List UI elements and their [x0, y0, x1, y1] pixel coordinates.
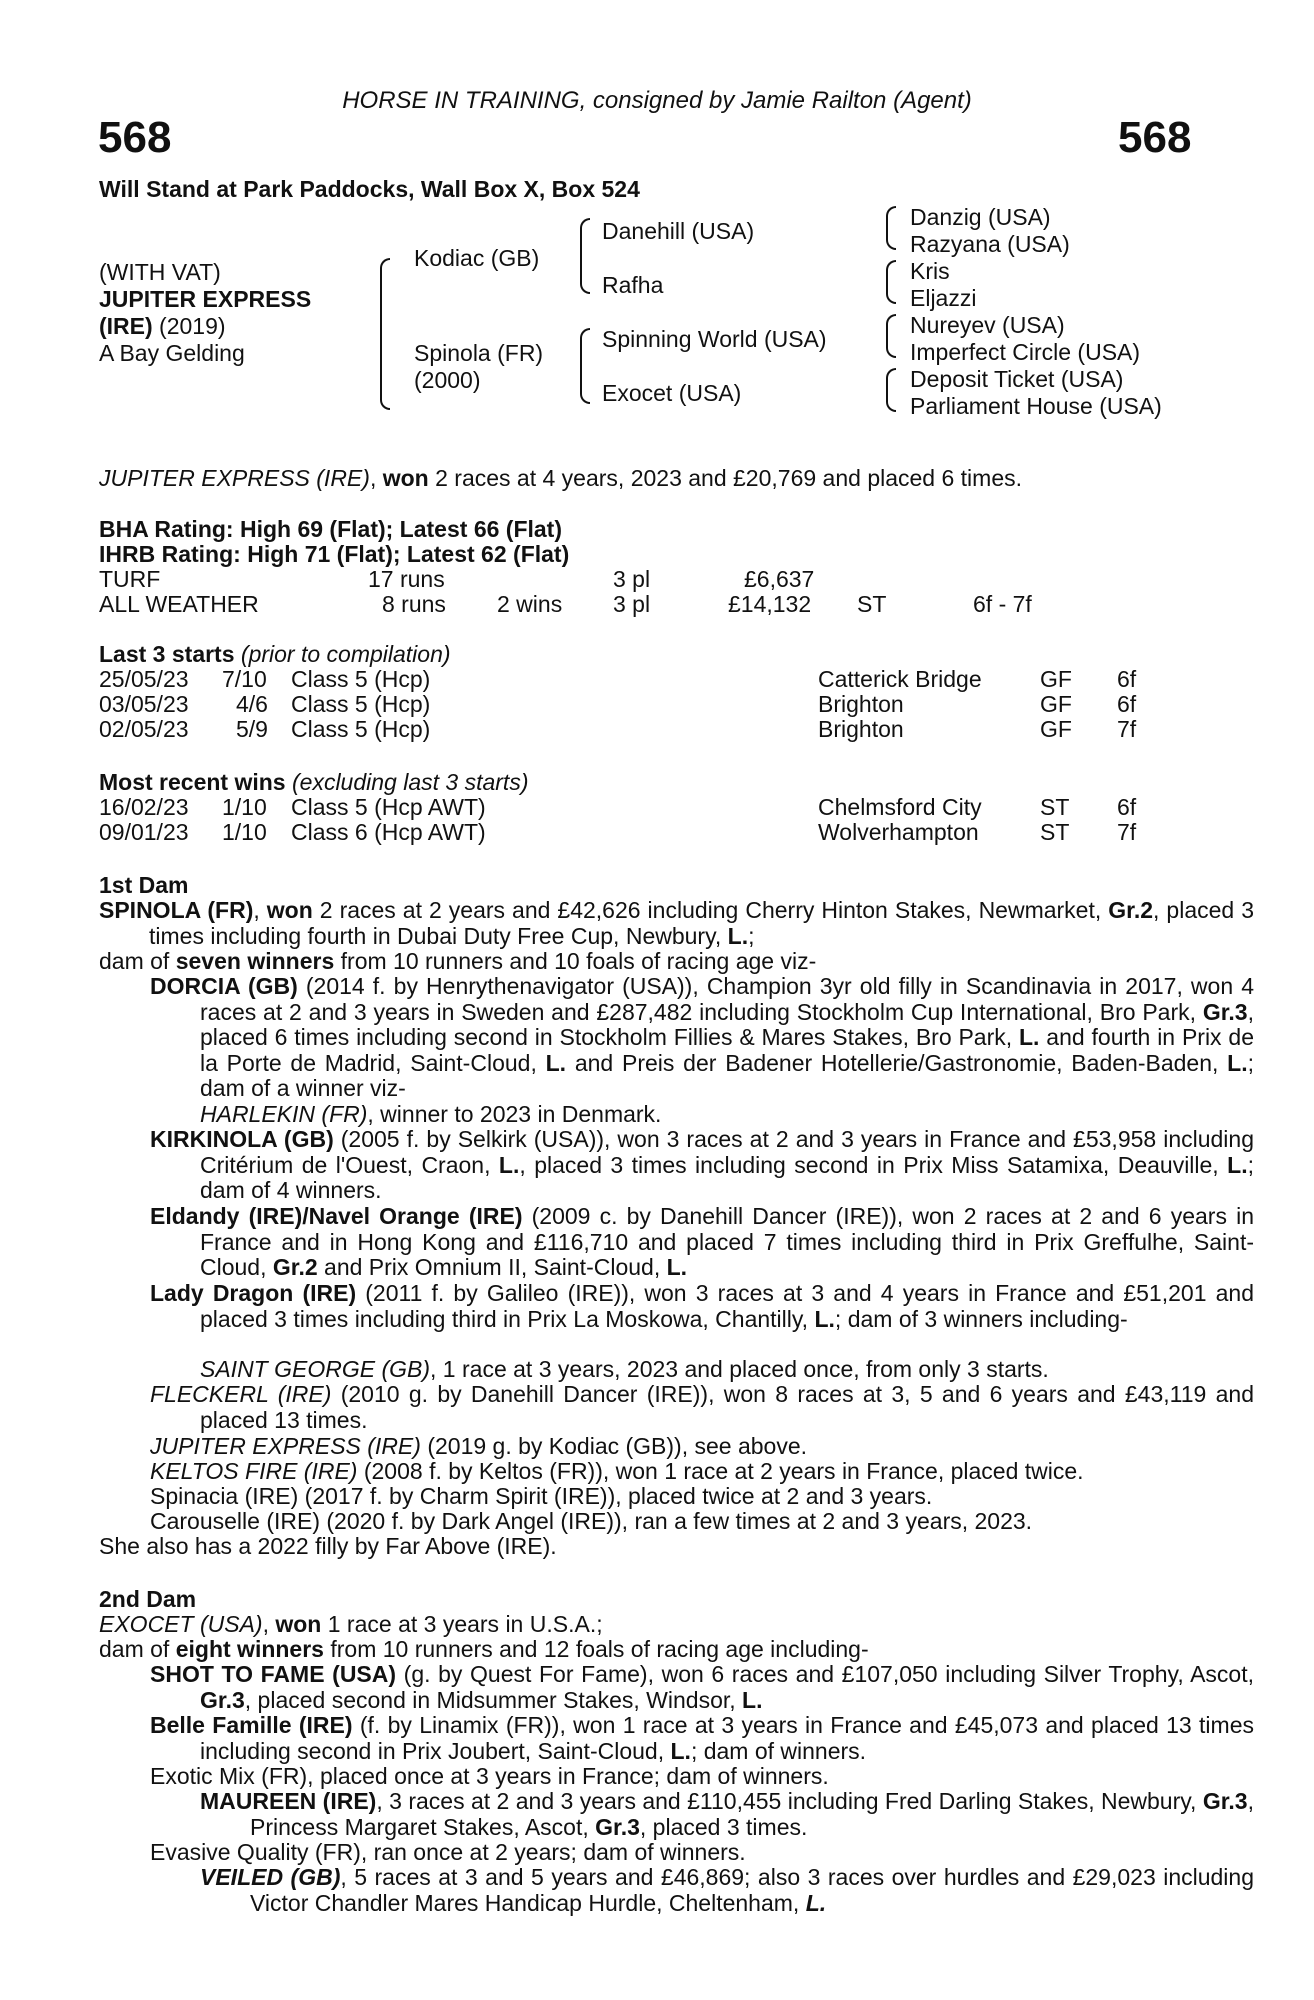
pedigree-sd: Rafha [602, 272, 664, 298]
text: (2011 f. by Galileo (IRE)), won 3 races at 3 and 4 years in France and £51,201 and placed 3 times including third in Prix La Moskowa, Chantilly, [200, 1280, 1254, 1332]
start-race: Class 5 (Hcp) [291, 691, 431, 717]
start-position: 5/9 [236, 716, 268, 742]
horse-name: JUPITER EXPRESS [99, 286, 312, 312]
text: (2008 f. by Keltos (FR)), won 1 race at 2 years in France, placed twice. [357, 1458, 1084, 1484]
text: and Prix Omnium II, Saint-Cloud, [317, 1254, 667, 1281]
produce-name: SHOT TO FAME (USA) [150, 1661, 397, 1687]
dam-spinola [99, 898, 1254, 949]
record-wins: 2 wins [497, 591, 563, 617]
bha-rating: BHA Rating: High 69 (Flat); Latest 66 (Flat) [99, 516, 562, 542]
win-position: 1/10 [222, 819, 267, 845]
pedigree-sss: Danzig (USA) [910, 204, 1051, 230]
record-row-aw [0, 592, 1314, 617]
produce-name: KIRKINOLA (GB) [150, 1126, 334, 1152]
listed: L. [545, 1049, 567, 1076]
start-date: 02/05/23 [99, 716, 189, 742]
pedigree-dsd: Imperfect Circle (USA) [910, 339, 1141, 365]
pedigree-sire: Kodiac (GB) [414, 245, 540, 271]
produce-belle-famille [150, 1713, 1254, 1764]
produce-harlekin [200, 1102, 661, 1127]
last3-heading [99, 642, 451, 667]
lot-number-right: 568 [1118, 113, 1192, 162]
produce-eldandy [150, 1204, 1254, 1281]
text: from 10 runners and 12 foals of racing age including- [323, 1636, 869, 1662]
horse-name-line2 [99, 314, 226, 339]
record-prize: £6,637 [744, 566, 815, 592]
produce-name: Belle Famille (IRE) [150, 1712, 353, 1738]
start-position: 4/6 [236, 691, 268, 717]
pedigree-dss: Nureyev (USA) [910, 312, 1065, 338]
horse-country: (IRE) [99, 313, 153, 339]
brace-ds [886, 314, 896, 358]
winners-count: seven winners [175, 948, 335, 974]
produce-keltos [150, 1459, 1084, 1484]
grade: Gr.2 [272, 1254, 318, 1281]
brace-dam [580, 328, 590, 404]
produce-name: VEILED (GB) [200, 1864, 341, 1890]
summary-won: won [382, 465, 429, 491]
brace-dd [886, 368, 896, 412]
horse-description: A Bay Gelding [99, 340, 245, 366]
listed: L. [1227, 1151, 1248, 1178]
dam-of-line [99, 949, 816, 974]
win-date: 09/01/23 [99, 819, 189, 845]
dam-of-line-2 [99, 1637, 869, 1662]
listed: L. [814, 1305, 835, 1332]
text: , winner to 2023 in Denmark. [367, 1101, 662, 1127]
start-date: 25/05/23 [99, 666, 189, 692]
win-course: Chelmsford City [818, 794, 982, 820]
start-distance: 7f [1117, 716, 1137, 742]
record-placed: 3 pl [613, 566, 651, 592]
last3-row [0, 717, 1314, 742]
vat-label: (WITH VAT) [99, 259, 221, 285]
text: , 5 races at 3 and 5 years and £46,869; also 3 races over hurdles and £29,023 including Victor Chandler Mares Handicap Hurdle, Cheltenham, [250, 1864, 1254, 1916]
win-row [0, 820, 1314, 845]
dam-exocet [99, 1612, 603, 1637]
summary-horse-name: JUPITER EXPRESS (IRE) [99, 465, 370, 491]
start-race: Class 5 (Hcp) [291, 716, 431, 742]
pedigree-dam: Spinola (FR) [414, 340, 544, 366]
grade: Gr.3 [200, 1686, 245, 1713]
record-placed: 3 pl [613, 591, 651, 617]
pedigree-dds: Deposit Ticket (USA) [910, 366, 1124, 392]
brace-sire-dam [380, 258, 390, 410]
text: (f. by Linamix (FR)), won 1 race at 3 years in France and £45,073 and placed 13 times including second in Prix Joubert, Saint-Cloud, [200, 1712, 1254, 1764]
pedigree-sds: Kris [910, 258, 950, 284]
start-position: 7/10 [222, 666, 267, 692]
start-distance: 6f [1117, 691, 1137, 717]
produce-lady-dragon [150, 1281, 1254, 1332]
pedigree-dd: Exocet (USA) [602, 380, 742, 406]
grade: Gr.3 [1202, 998, 1248, 1025]
produce-shot-to-fame [150, 1662, 1254, 1713]
text: 1 race at 3 years in U.S.A.; [321, 1611, 603, 1637]
wins-title: Most recent wins [99, 769, 286, 795]
produce-saint-george [200, 1357, 1049, 1382]
lot-number-left: 568 [98, 113, 172, 162]
text: ; dam of 4 winners. [200, 1151, 1254, 1204]
text: , 1 race at 3 years, 2023 and placed once, from only 3 starts. [430, 1356, 1049, 1382]
sep: , [253, 897, 267, 923]
win-distance: 7f [1117, 819, 1137, 845]
produce-name: DORCIA (GB) [150, 973, 298, 999]
start-going: GF [1040, 716, 1072, 742]
text: , placed second in Midsummer Stakes, Windsor, [244, 1686, 743, 1713]
text: , placed 3 times including second in Prix Miss Satamixa, Deauville, [519, 1151, 1228, 1178]
listed: L. [1019, 1024, 1040, 1051]
text: , placed 3 times including fourth in Dubai Duty Free Cup, Newbury, [149, 897, 1254, 949]
start-course: Brighton [818, 716, 904, 742]
text: (2014 f. by Henrythenavigator (USA)), Champion 3yr old filly in Scandinavia in 2017, won 4 races at 2 and 3 years in Sweden and £287,482 including Stockholm Cup International, Bro Park, [200, 973, 1255, 1025]
record-row-turf [0, 567, 1314, 592]
produce-name: JUPITER EXPRESS (IRE) [150, 1433, 421, 1459]
text: ; dam of a winner viz- [200, 1049, 1254, 1102]
listed: L. [1227, 1049, 1248, 1076]
win-going: ST [1040, 819, 1070, 845]
start-going: GF [1040, 691, 1072, 717]
win-date: 16/02/23 [99, 794, 189, 820]
produce-fleckerl [150, 1382, 1254, 1433]
win-row [0, 795, 1314, 820]
text: ; dam of winners. [690, 1737, 867, 1764]
won-label: won [266, 897, 313, 923]
record-distance: 6f - 7f [973, 591, 1032, 617]
pedigree-dam-year: (2000) [414, 367, 481, 393]
produce-dorcia [150, 974, 1254, 1102]
won-label: won [275, 1611, 322, 1637]
consignor-line: HORSE IN TRAINING, consigned by Jamie Railton (Agent) [342, 87, 972, 114]
brace-sire [580, 218, 590, 294]
wins-heading [99, 770, 528, 795]
produce-name: HARLEKIN (FR) [200, 1101, 368, 1127]
text: , Princess Margaret Stakes, Ascot, [250, 1788, 1254, 1840]
start-course: Brighton [818, 691, 904, 717]
record-runs: 8 runs [382, 591, 446, 617]
also-note: She also has a 2022 filly by Far Above (IRE). [99, 1533, 557, 1559]
start-date: 03/05/23 [99, 691, 189, 717]
start-race: Class 5 (Hcp) [291, 666, 431, 692]
produce-name: MAUREEN (IRE) [200, 1788, 377, 1814]
last3-title: Last 3 starts [99, 641, 235, 667]
wins-note: (excluding last 3 starts) [285, 769, 529, 795]
listed: L. [727, 922, 749, 949]
text: , 3 races at 2 and 3 years and £110,455 including Fred Darling Stakes, Newbury, [376, 1788, 1203, 1814]
winners-count: eight winners [175, 1636, 324, 1662]
text: ; dam of 3 winners including- [834, 1305, 1128, 1332]
text: 2 races at 2 years and £42,626 including Cherry Hinton Stakes, Newmarket, [312, 897, 1109, 923]
text: ; [748, 922, 755, 949]
record-runs: 17 runs [368, 566, 445, 592]
record-going: ST [857, 591, 887, 617]
pedigree-ss: Danehill (USA) [602, 218, 755, 244]
produce-name: FLECKERL (IRE) [150, 1381, 332, 1407]
second-dam-heading: 2nd Dam [99, 1586, 197, 1612]
listed: L. [666, 1254, 688, 1281]
start-course: Catterick Bridge [818, 666, 982, 692]
pedigree-ds: Spinning World (USA) [602, 326, 827, 352]
produce-evasive-quality: Evasive Quality (FR), ran once at 2 years; dam of winners. [150, 1839, 746, 1865]
stand-line: Will Stand at Park Paddocks, Wall Box X, Box 524 [99, 176, 640, 202]
listed: L. [498, 1151, 520, 1178]
grade: Gr.3 [595, 1813, 640, 1840]
win-position: 1/10 [222, 794, 267, 820]
text: , placed 3 times. [639, 1813, 808, 1840]
win-distance: 6f [1117, 794, 1137, 820]
sep: , [262, 1611, 276, 1637]
text: dam of [99, 948, 176, 974]
horse-year: (2019) [152, 313, 226, 339]
record-surface: TURF [99, 566, 161, 592]
win-race: Class 5 (Hcp AWT) [291, 794, 486, 820]
produce-name: KELTOS FIRE (IRE) [150, 1458, 358, 1484]
first-dam-heading: 1st Dam [99, 872, 189, 898]
text: and fourth in Prix de la Porte de Madrid, Saint-Cloud, [200, 1024, 1254, 1076]
brace-sd [886, 260, 896, 304]
produce-maureen [200, 1789, 1254, 1840]
text: (2009 c. by Danehill Dancer (IRE)), won 2 races at 2 and 6 years in France and in Hong Kong and £116,710 and placed 7 times including third in Prix Greffulhe, Saint-Cloud, [200, 1203, 1254, 1281]
produce-veiled [200, 1865, 1254, 1916]
start-going: GF [1040, 666, 1072, 692]
win-course: Wolverhampton [818, 819, 979, 845]
last3-row [0, 667, 1314, 692]
brace-ss [886, 206, 896, 250]
grade: Gr.2 [1108, 897, 1154, 923]
produce-spinacia: Spinacia (IRE) (2017 f. by Charm Spirit (IRE)), placed twice at 2 and 3 years. [150, 1483, 933, 1509]
listed: L. [670, 1737, 691, 1764]
summary-rest: 2 races at 4 years, 2023 and £20,769 and placed 6 times. [428, 465, 1023, 491]
text: from 10 runners and 10 foals of racing age viz- [334, 948, 817, 974]
win-going: ST [1040, 794, 1070, 820]
pedigree-ssd: Razyana (USA) [910, 231, 1070, 257]
pedigree-sdd: Eljazzi [910, 285, 977, 311]
text: (g. by Quest For Fame), won 6 races and £107,050 including Silver Trophy, Ascot, [396, 1661, 1254, 1687]
win-race: Class 6 (Hcp AWT) [291, 819, 486, 845]
dam-name: SPINOLA (FR) [99, 897, 254, 923]
dam-name: EXOCET (USA) [99, 1611, 263, 1637]
record-surface: ALL WEATHER [99, 591, 259, 617]
ihrb-rating: IHRB Rating: High 71 (Flat); Latest 62 (Flat) [99, 541, 570, 567]
produce-name: Lady Dragon (IRE) [150, 1280, 357, 1306]
produce-kirkinola [150, 1127, 1254, 1204]
race-summary: JUPITER EXPRESS (IRE), won 2 races at 4 years, 2023 and £20,769 and placed 6 times. [99, 465, 1023, 491]
text: (2005 f. by Selkirk (USA)), won 3 races at 2 and 3 years in France and £53,958 including Critérium de l'Ouest, Craon, [200, 1126, 1254, 1178]
produce-name: Eldandy (IRE)/Navel Orange (IRE) [150, 1203, 523, 1229]
text: (2010 g. by Danehill Dancer (IRE)), won 8 races at 3, 5 and 6 years and £43,119 and placed 13 times. [200, 1381, 1254, 1433]
start-distance: 6f [1117, 666, 1137, 692]
pedigree-ddd: Parliament House (USA) [910, 393, 1162, 419]
text: , placed 6 times including second in Stockholm Fillies & Mares Stakes, Bro Park, [200, 998, 1254, 1051]
record-prize: £14,132 [728, 591, 812, 617]
produce-name: SAINT GEORGE (GB) [200, 1356, 431, 1382]
produce-exotic-mix: Exotic Mix (FR), placed once at 3 years in France; dam of winners. [150, 1763, 829, 1789]
produce-jupiter [150, 1434, 807, 1459]
last3-row [0, 692, 1314, 717]
listed: L. [805, 1889, 827, 1916]
text: (2019 g. by Kodiac (GB)), see above. [420, 1433, 808, 1459]
last3-note: (prior to compilation) [234, 641, 451, 667]
listed: L. [742, 1686, 763, 1713]
text: and Preis der Badener Hotellerie/Gastronomie, Baden-Baden, [566, 1049, 1228, 1076]
text: dam of [99, 1636, 176, 1662]
grade: Gr.3 [1202, 1788, 1248, 1814]
produce-carouselle: Carouselle (IRE) (2020 f. by Dark Angel (IRE)), ran a few times at 2 and 3 years, 2023. [150, 1508, 1033, 1534]
